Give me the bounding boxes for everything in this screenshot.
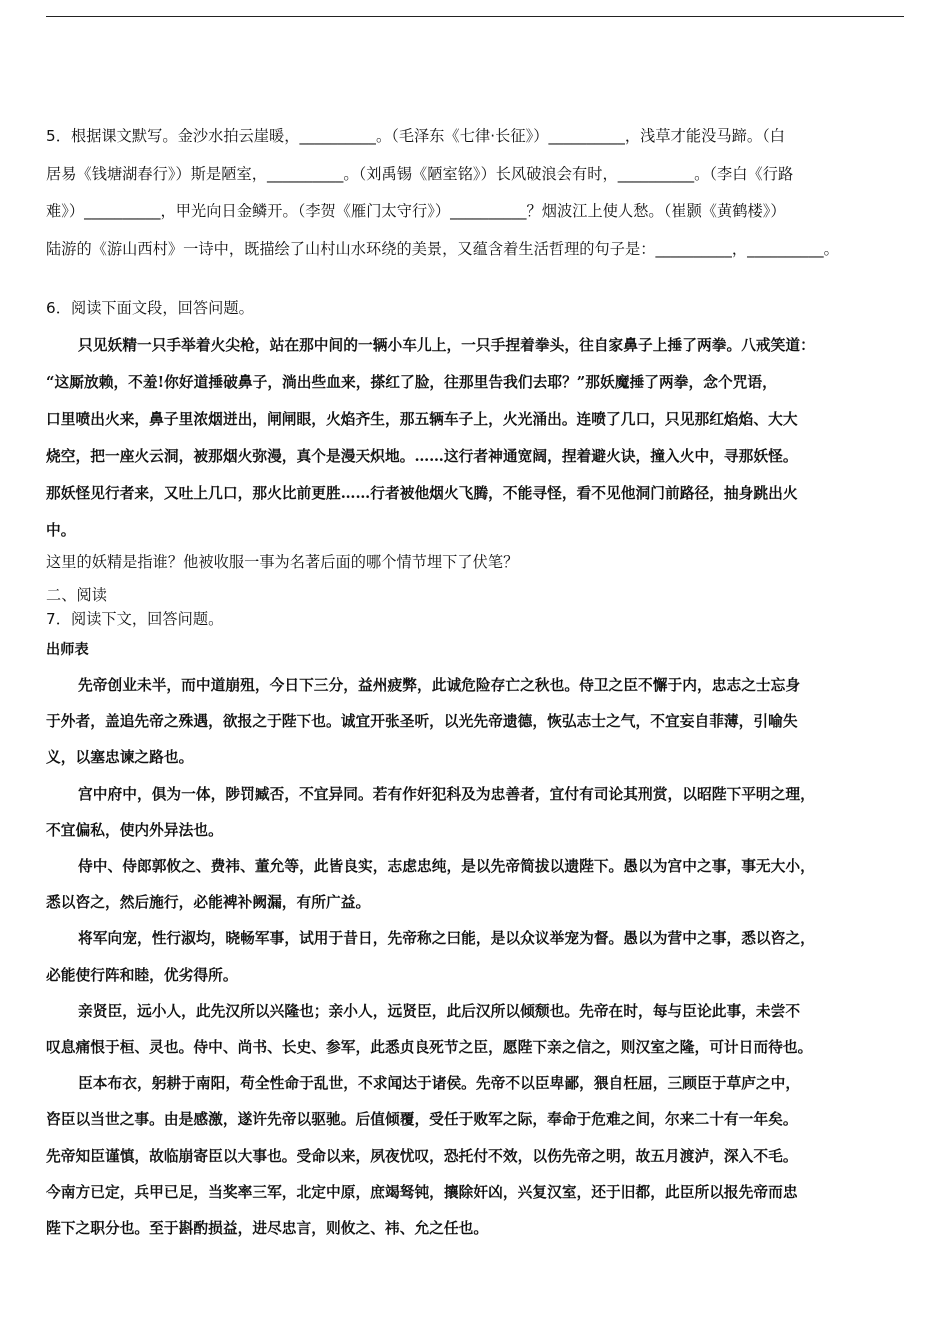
passage-line: 必能使行阵和睦，优劣得所。: [46, 966, 238, 984]
q6-heading: 6．阅读下面文段，回答问题。: [46, 299, 254, 317]
q5-line: 5．根据课文默写。金沙水拍云崖暖，__________。（毛泽东《七律·长征》）__________，浅草才能没马蹄。（白: [46, 127, 785, 145]
q6-passage-line: 烧空，把一座火云洞，被那烟火弥漫，真个是漫天炽地。……这行者神通宽阔，捏着避火诀，撞入火中，寻那妖怪。: [46, 448, 798, 465]
section-heading: 二、阅读: [46, 586, 107, 604]
q6-passage-line: 口里喷出火来，鼻子里浓烟迸出，闸闸眼，火焰齐生，那五辆车子上，火光涌出。连喷了几口，只见那红焰焰、大大: [46, 411, 798, 428]
header-rule: [46, 16, 904, 17]
passage-line: 于外者，盖追先帝之殊遇，欲报之于陛下也。诚宜开张圣听，以光先帝遗德，恢弘志士之气，不宜妄自菲薄，引喻失: [46, 713, 798, 731]
question-6: [46, 290, 912, 549]
q5-line: 居易《钱塘湖春行》）斯是陋室，__________。（刘禹锡《陋室铭》）长风破浪会有时，__________。（李白《行路: [46, 164, 794, 183]
passage-line: 咨臣以当世之事。由是感激，遂许先帝以驱驰。后值倾覆，受任于败军之际，奉命于危难之间，尔来二十有一年矣。: [46, 1111, 798, 1129]
passage-line: 陛下之职分也。至于斟酌损益，进尽忠言，则攸之、祎、允之任也。: [46, 1220, 489, 1238]
passage-line: 臣本布衣，躬耕于南阳，苟全性命于乱世，不求闻达于诸侯。先帝不以臣卑鄙，猥自枉屈，三顾臣于草庐之中，: [78, 1075, 801, 1093]
passage-title: 出师表: [46, 642, 89, 658]
q6-passage-line: 只见妖精一只手举着火尖枪，站在那中间的一辆小车儿上，一只手捏着拳头，往自家鼻子上捶了两拳。八戒笑道：: [78, 337, 815, 354]
q6-passage-line: “这厮放赖，不羞!你好道捶破鼻子，淌出些血来，搽红了脸，往那里告我们去耶？”那妖魔捶了两拳，念个咒语，: [46, 374, 777, 391]
q7-heading: 7．阅读下文，回答问题。: [46, 610, 224, 628]
passage-line: 悉以咨之，然后施行，必能裨补阙漏，有所广益。: [46, 894, 371, 912]
passage-line: 今南方已定，兵甲已足，当奖率三军，北定中原，庶竭驽钝，攘除奸凶，兴复汉室，还于旧都，此臣所以报先帝而忠: [46, 1183, 798, 1201]
q5-line: 陆游的《游山西村》一诗中，既描绘了山村山水环绕的美景，又蕴含着生活哲理的句子是：__________，__________。: [46, 239, 839, 258]
passage-line: 侍中、侍郎郭攸之、费祎、董允等，此皆良实，志虑忠纯，是以先帝简拔以遗陛下。愚以为宫中之事，事无大小，: [78, 858, 815, 876]
q5-line: 难》）__________，甲光向日金鳞开。（李贺《雁门太守行》）__________？烟波江上使人愁。（崔颢《黄鹤楼》）: [46, 202, 786, 220]
question-5: [46, 118, 912, 268]
passage-line: 亲贤臣，远小人，此先汉所以兴隆也；亲小人，远贤臣，此后汉所以倾颓也。先帝在时，每与臣论此事，未尝不: [78, 1002, 801, 1020]
passage-line: 宫中府中，俱为一体，陟罚臧否，不宜异同。若有作奸犯科及为忠善者，宜付有司论其刑赏，以昭陛下平明之理，: [78, 785, 815, 803]
passage-line: 义，以塞忠谏之路也。: [46, 749, 194, 767]
passage-line: 叹息痛恨于桓、灵也。侍中、尚书、长史、参军，此悉贞良死节之臣，愿陛下亲之信之，则汉室之隆，可计日而待也。: [46, 1039, 813, 1057]
q6-passage-line: 中。: [46, 522, 76, 539]
passage-line: 先帝创业未半，而中道崩殂，今日下三分，益州疲弊，此诚危险存亡之秋也。侍卫之臣不懈于内，忠志之士忘身: [78, 677, 801, 694]
q6-passage-line: 那妖怪见行者来，又吐上几口，那火比前更胜……行者被他烟火飞腾，不能寻怪，看不见他洞门前路径，抽身跳出火: [46, 485, 798, 502]
passage-line: 将军向宠，性行淑均，晓畅军事，试用于昔日，先帝称之曰能，是以众议举宠为督。愚以为营中之事，悉以咨之，: [78, 930, 815, 948]
passage-line: 不宜偏私，使内外异法也。: [46, 821, 223, 839]
question-7: [46, 606, 912, 1247]
q6-question: 这里的妖精是指谁？他被收服一事为名著后面的哪个情节埋下了伏笔？: [46, 553, 519, 571]
passage-line: 先帝知臣谨慎，故临崩寄臣以大事也。受命以来，夙夜忧叹，恐托付不效，以伤先帝之明，故五月渡泸，深入不毛。: [46, 1147, 798, 1165]
